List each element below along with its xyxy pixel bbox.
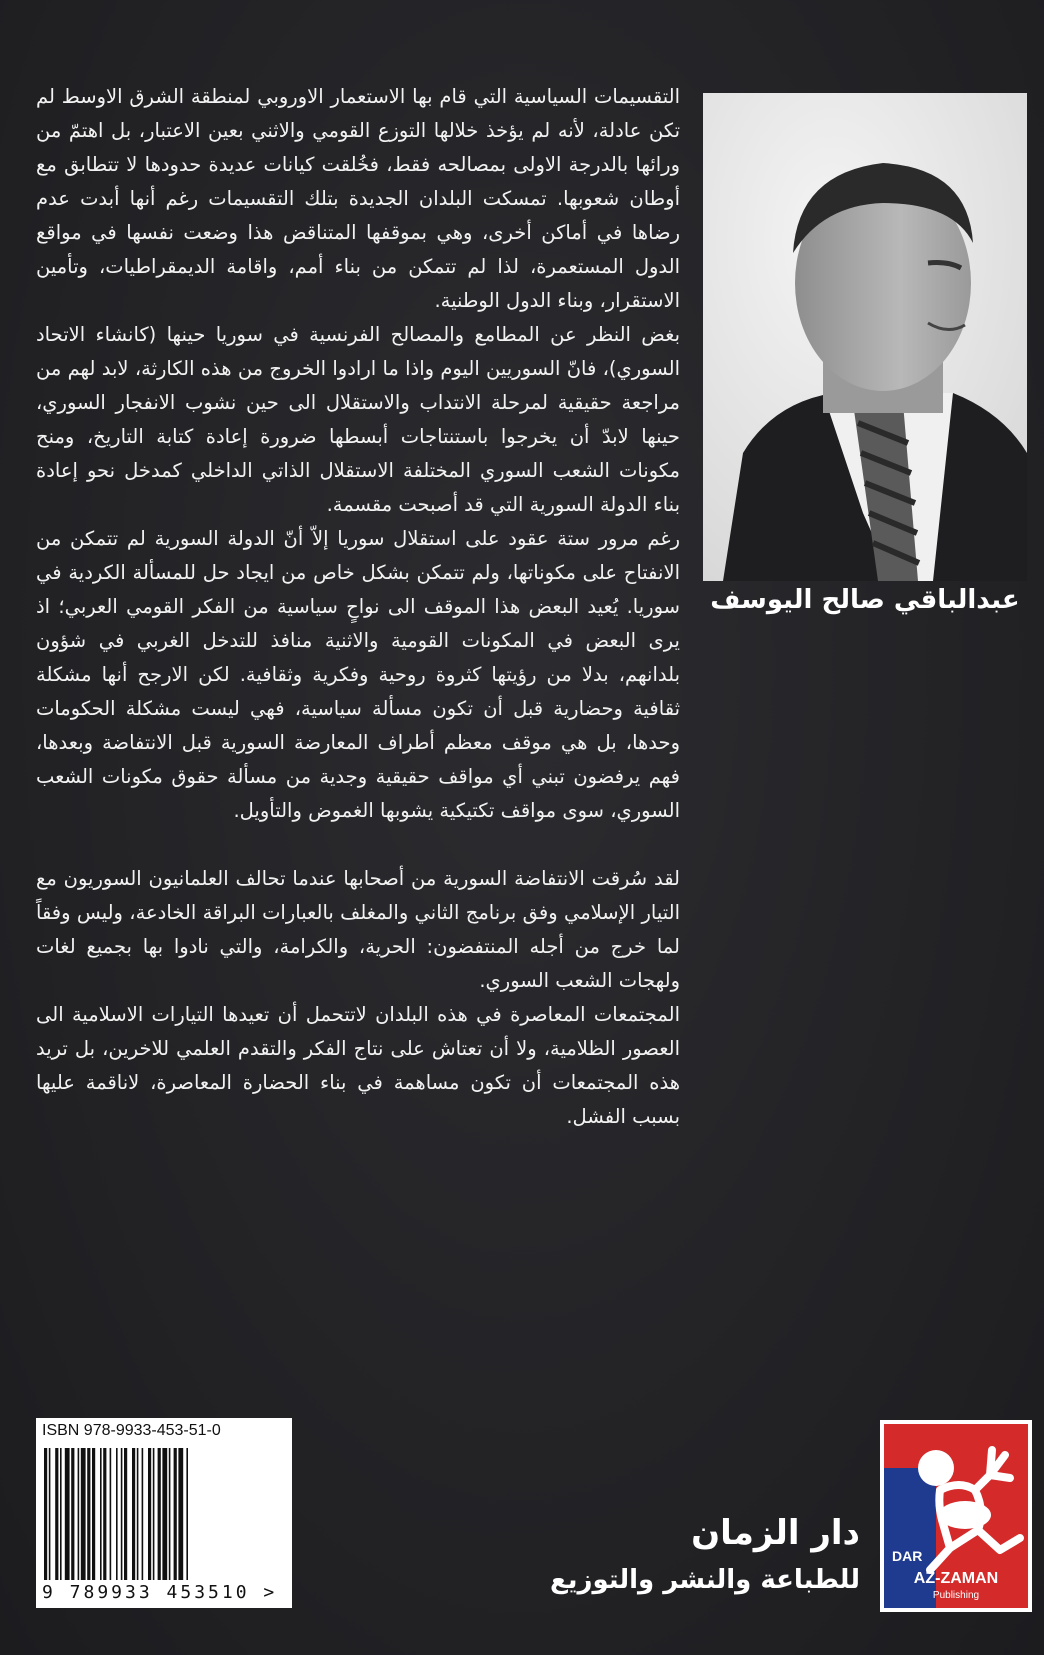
barcode-bar [174, 1448, 177, 1580]
barcode-bar [78, 1448, 80, 1580]
barcode-bar [178, 1448, 183, 1580]
author-name: عبدالباقي صالح اليوسف [710, 585, 1020, 615]
logo-dar-text: DAR [892, 1548, 923, 1564]
barcode-bar [110, 1448, 112, 1580]
barcode-digits: 9 789933 453510 > [42, 1582, 278, 1603]
barcode-bar [153, 1448, 155, 1580]
barcode-bar [55, 1448, 58, 1580]
barcode-bar [142, 1448, 144, 1580]
barcode-bar [81, 1448, 86, 1580]
author-photo [703, 93, 1027, 581]
barcode-bar [87, 1448, 90, 1580]
barcode-bar [92, 1448, 95, 1580]
barcode [36, 1418, 292, 1608]
barcode-bar [49, 1448, 51, 1580]
barcode-bar [158, 1448, 161, 1580]
blurb-paragraph-2: بغض النظر عن المطامع والمصالح الفرنسية في سوريا حينها (كانشاء الاتحاد السوري)، فانّ السوريين اليوم واذا ما ارادوا الخروج من هذه الكارثة، لابد لهم من مراجعة حقيقية لمرحلة الانتداب والاستقلال الى حين نشوب الانفجار السوري، حينها لابدّ أن يخرجوا باستنتاجات أبسطها ضرورة إعادة كتابة التاريخ، ومنح مكونات الشعب السوري المختلفة الاستقلال الذاتي الداخلي كمدخل نحو إعادة بناء الدولة السورية التي قد أصبحت مقسمة. [36, 323, 680, 516]
barcode-bar [132, 1448, 135, 1580]
barcode-bar [148, 1448, 151, 1580]
barcode-bar [100, 1448, 102, 1580]
barcode-bar [121, 1448, 123, 1580]
barcode-bar [162, 1448, 167, 1580]
author-portrait-image [703, 93, 1027, 581]
barcode-bar [71, 1448, 74, 1580]
barcode-bar [186, 1448, 188, 1580]
blurb-text [36, 80, 680, 1134]
blurb-paragraph-5: المجتمعات المعاصرة في هذه البلدان لاتتحمل أن تعيدها التيارات الاسلامية الى العصور الظلامية، ولا أن تعتاش على نتاج الفكر والتقدم العلمي للاخرين، بل تريد هذه المجتمعات أن تكون مساهمة في بناء الحضارة المعاصرة، لاناقمة عليها بسبب الفشل. [36, 1003, 680, 1128]
publisher-tagline: للطباعة والنشر والتوزيع [549, 1565, 860, 1595]
blurb-paragraph-1: التقسيمات السياسية التي قام بها الاستعمار الاوروبي لمنطقة الشرق الاوسط لم تكن عادلة، لأنه لم يؤخذ خلالها التوزع القومي والاثني بعين الاعتبار، بل اهتمّ من ورائها بالدرجة الاولى بمصالحه فقط، فخُلقت كيانات عديدة حدودها لا تتطابق مع أوطان شعوبها. تمسكت البلدان الجديدة بتلك التقسيمات رغم أنها أبدت عدم رضاها في أماكن أخرى، وهي بموقفها المتناقض هذا وضعت نفسها في مواقع الدول المستعمرة، لذا لم تتمكن من بناء أمم، واقامة الديمقراطيات، وتأمين الاستقرار، وبناء الدول الوطنية. [36, 85, 680, 312]
blurb-paragraph-3: رغم مرور ستة عقود على استقلال سوريا إلاّ أنّ الدولة السورية لم تتمكن من الانفتاح على مكوناتها، ولم تتمكن بشكل خاص من ايجاد حل للمسألة الكردية في سوريا. يُعيد البعض هذا الموقف الى نواحٍ سياسية من الفكر القومي العربي؛ اذ يرى البعض في المكونات القومية والاثنية منافذ للتدخل الغربي في شؤون بلدانهم، بدلا من رؤيتها كثروة روحية وفكرية وثقافية. لكن الارجح أنها مشكلة ثقافية وحضارية قبل أن تكون مسألة سياسية، فهي ليست مشكلة الحكومات وحدها، بل هي موقف معظم أطراف المعارضة السورية قبل الانتفاضة وبعدها، فهم يرفضون تبني أي مواقف حقيقية وجدية من مسألة حقوق مكونات الشعب السوري، سوى مواقف تكتيكية يشوبها الغموض والتأويل. [36, 527, 680, 822]
barcode-bar [169, 1448, 171, 1580]
barcode-bar [103, 1448, 106, 1580]
barcode-bars [44, 1448, 284, 1580]
barcode-bar [137, 1448, 139, 1580]
blurb-paragraph-4: لقد سُرقت الانتفاضة السورية من أصحابها عندما تحالف العلمانيون السوريون مع التيار الإسلامي وفق برنامج الثاني والمغلف بالعبارات البراقة الخادعة، وليس وفقاً لما خرج من أجله المنتفضون: الحرية، والكرامة، والتي نادوا بها بجميع لغات ولهجات الشعب السوري. [36, 867, 680, 992]
isbn-label: ISBN 978-9933-453-51-0 [42, 1422, 221, 1439]
barcode-bar [44, 1448, 47, 1580]
logo-azzaman-text: AZ-ZAMAN [913, 1570, 999, 1587]
publisher-name: دار الزمان [691, 1513, 860, 1553]
logo-publishing-text: Publishing [932, 1590, 980, 1601]
barcode-bar [124, 1448, 127, 1580]
barcode-bar [116, 1448, 118, 1580]
publisher-logo [880, 1420, 1032, 1612]
barcode-bar [65, 1448, 70, 1580]
barcode-bar [60, 1448, 62, 1580]
